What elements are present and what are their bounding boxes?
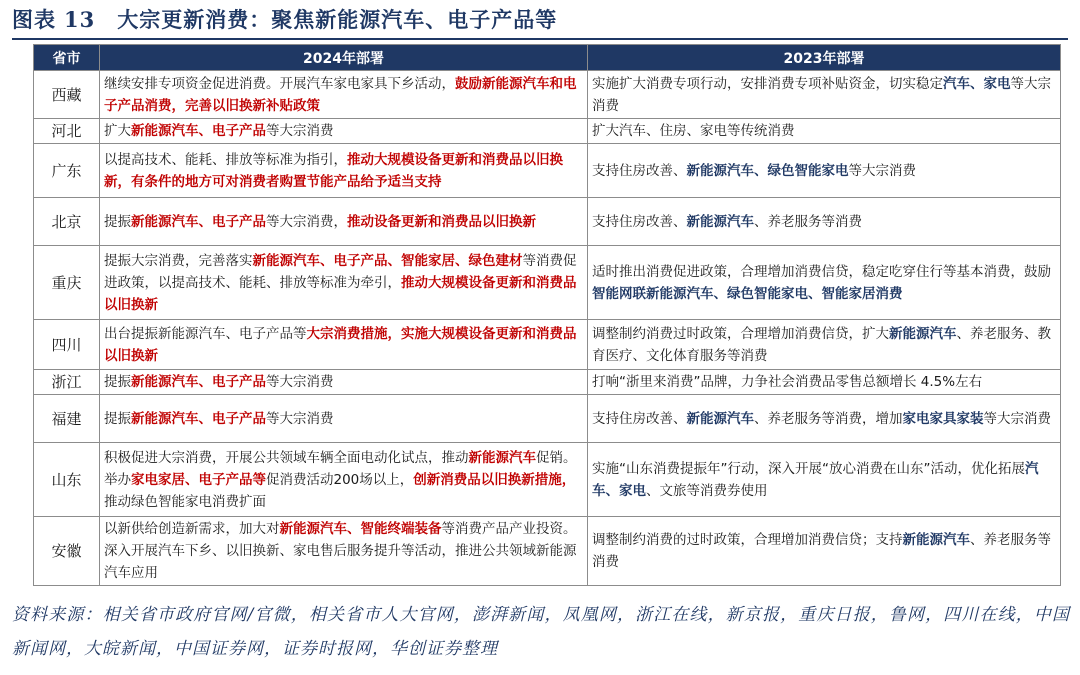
policy-2023-cell: [588, 144, 1061, 198]
policy-text: 支持住房改善、: [592, 162, 687, 179]
table-row: [34, 71, 1061, 119]
table-row: [34, 246, 1061, 320]
policy-text: 等大宗消费，: [266, 213, 347, 230]
policy-text: 调整制约消费的过时政策，合理增加消费信贷；支持: [592, 532, 903, 548]
emphasis-text: 新能源汽车: [902, 532, 970, 548]
policy-text: 继续安排专项资金促进消费。开展汽车家电家具下乡活动，: [104, 75, 455, 92]
policy-text: 、养老服务等消费: [754, 213, 862, 230]
policy-text: 适时推出消费促进政策，合理增加消费信贷，稳定吃穿住行等基本消费，鼓励: [592, 263, 1051, 280]
policy-text: 促消费活动200场以上，: [266, 471, 414, 488]
policy-text: 、养老服务等消费，增加: [754, 410, 903, 427]
policy-text: 实施“山东消费提振年”行动，深入开展“放心消费在山东”活动，优化拓展: [592, 460, 1025, 477]
policy-2024-cell: [100, 198, 588, 246]
emphasis-text: 新能源汽车、电子产品: [131, 374, 266, 390]
source-note: 资料来源：相关省市政府官网/官微，相关省市人大官网，澎湃新闻，凤凰网，浙江在线，新京报，重庆日报，鲁网，四川在线，中国新闻网，大皖新闻，中国证券网，证券时报网，华创证券整理: [12, 605, 1070, 659]
policy-text: 实施扩大消费专项行动，安排消费专项补贴资金，切实稳定: [592, 75, 943, 92]
column-header-2023: 2023年部署: [588, 45, 1061, 71]
policy-2023-cell: [588, 370, 1061, 395]
emphasis-text: 新能源汽车: [686, 410, 754, 427]
figure-title-text: 大宗更新消费：聚焦新能源汽车、电子产品等: [117, 7, 558, 32]
policy-2023-cell: [588, 198, 1061, 246]
column-header-province: 省市: [34, 45, 100, 71]
policy-text: 提振: [104, 374, 131, 390]
emphasis-text: 推动大规模设备更新和消费品以旧换新，有条件的地方可对消费者购置节能产品给予适当支持: [104, 151, 563, 190]
province-cell: 福建: [34, 395, 100, 443]
table-row: [34, 517, 1061, 586]
policy-text: 提振大宗消费，完善落实: [104, 252, 253, 269]
emphasis-text: 汽车、家电: [592, 460, 1039, 499]
policy-text: 推动绿色智能家电消费扩面: [104, 493, 266, 510]
policy-2024-cell: [100, 395, 588, 443]
policy-2024-cell: [100, 246, 588, 320]
emphasis-text: 新能源汽车、电子产品: [131, 123, 266, 139]
policy-2023-cell: [588, 71, 1061, 119]
policy-text: 等大宗消费: [266, 123, 334, 139]
policy-2023-cell: [588, 246, 1061, 320]
policy-text: 支持住房改善、: [592, 213, 687, 230]
policy-text: 扩大汽车、住房、家电等传统消费: [592, 123, 795, 139]
table-row: [34, 320, 1061, 370]
policy-text: 等大宗消费: [592, 75, 1051, 114]
emphasis-text: 推动大规模设备更新和消费品以旧换新: [104, 274, 577, 313]
policy-table: [33, 44, 1061, 586]
emphasis-text: 汽车、家电: [943, 75, 1011, 92]
emphasis-text: 推动设备更新和消费品以旧换新: [347, 213, 536, 230]
emphasis-text: 大宗消费措施，实施大规模设备更新和消费品以旧换新: [104, 325, 577, 364]
policy-2024-cell: [100, 119, 588, 144]
table-row: [34, 144, 1061, 198]
policy-text: 、养老服务等消费: [592, 532, 1051, 570]
policy-text: 扩大: [104, 123, 131, 139]
policy-text: 以提高技术、能耗、排放等标准为指引，: [104, 151, 347, 168]
province-cell: 安徽: [34, 517, 100, 586]
policy-2023-cell: [588, 320, 1061, 370]
policy-text: 支持住房改善、: [592, 410, 687, 427]
policy-text: 等大宗消费: [266, 374, 334, 390]
policy-2024-cell: [100, 144, 588, 198]
table-row: [34, 370, 1061, 395]
emphasis-text: 新能源汽车、绿色智能家电: [686, 162, 849, 179]
policy-text: 促销。举办: [104, 449, 577, 488]
table-row: [34, 119, 1061, 144]
policy-text: 打响“浙里来消费”品牌，力争社会消费品零售总额增长 4.5%左右: [592, 374, 983, 390]
province-cell: 浙江: [34, 370, 100, 395]
policy-2023-cell: [588, 395, 1061, 443]
policy-2024-cell: [100, 71, 588, 119]
policy-text: 积极促进大宗消费，开展公共领域车辆全面电动化试点，推动: [104, 449, 469, 466]
policy-text: 等大宗消费: [983, 410, 1051, 427]
province-cell: 西藏: [34, 71, 100, 119]
policy-text: 出台提振新能源汽车、电子产品等: [104, 325, 307, 342]
table-row: [34, 198, 1061, 246]
province-cell: 河北: [34, 119, 100, 144]
policy-text: 提振: [104, 213, 131, 230]
province-cell: 北京: [34, 198, 100, 246]
figure-number: 13: [64, 7, 96, 32]
province-cell: 四川: [34, 320, 100, 370]
emphasis-text: 家电家居、电子产品等: [131, 471, 266, 488]
policy-text: 调整制约消费过时政策，合理增加消费信贷，扩大: [592, 325, 889, 342]
emphasis-text: 家电家具家装: [902, 410, 984, 427]
policy-text: 、文旅等消费券使用: [646, 482, 768, 499]
emphasis-text: 新能源汽车、电子产品: [131, 410, 266, 427]
policy-text: 等消费促进政策，以提高技术、能耗、排放等标准为牵引，: [104, 252, 577, 291]
province-cell: 山东: [34, 443, 100, 517]
policy-2024-cell: [100, 443, 588, 517]
policy-text: 提振: [104, 410, 131, 427]
emphasis-text: 鼓励新能源汽车和电子产品消费，完善以旧换新补贴政策: [104, 75, 577, 114]
policy-2023-cell: [588, 517, 1061, 586]
emphasis-text: 新能源汽车: [686, 213, 754, 230]
emphasis-text: 新能源汽车: [889, 325, 957, 342]
title-divider: [12, 38, 1068, 40]
province-cell: 重庆: [34, 246, 100, 320]
table-row: [34, 395, 1061, 443]
policy-text: 等消费产品产业投资。深入开展汽车下乡、以旧换新、家电售后服务提升等活动，推进公共领域新能源汽车应用: [104, 521, 577, 581]
table-body: [34, 71, 1061, 586]
policy-2024-cell: [100, 370, 588, 395]
column-header-2024: 2024年部署: [100, 45, 588, 71]
emphasis-text: 智能网联新能源汽车、绿色智能家电、智能家居消费: [592, 285, 903, 302]
policy-2024-cell: [100, 320, 588, 370]
policy-text: 、养老服务、教育医疗、文化体育服务等消费: [592, 325, 1051, 364]
policy-2023-cell: [588, 119, 1061, 144]
emphasis-text: 新能源汽车: [468, 449, 536, 466]
policy-text: 以新供给创造新需求，加大对: [104, 521, 280, 537]
emphasis-text: 新能源汽车、电子产品: [131, 213, 266, 230]
table-header-row: [34, 45, 1061, 71]
policy-text: 等大宗消费: [266, 410, 334, 427]
policy-text: 等大宗消费: [848, 162, 916, 179]
figure-title: [12, 4, 557, 34]
emphasis-text: 创新消费品以旧换新措施，: [413, 471, 576, 488]
province-cell: 广东: [34, 144, 100, 198]
emphasis-text: 新能源汽车、电子产品、智能家居、绿色建材: [252, 252, 523, 269]
figure-label: 图表: [12, 7, 56, 32]
policy-2023-cell: [588, 443, 1061, 517]
table-row: [34, 443, 1061, 517]
emphasis-text: 新能源汽车、智能终端装备: [279, 521, 442, 537]
policy-2024-cell: [100, 517, 588, 586]
